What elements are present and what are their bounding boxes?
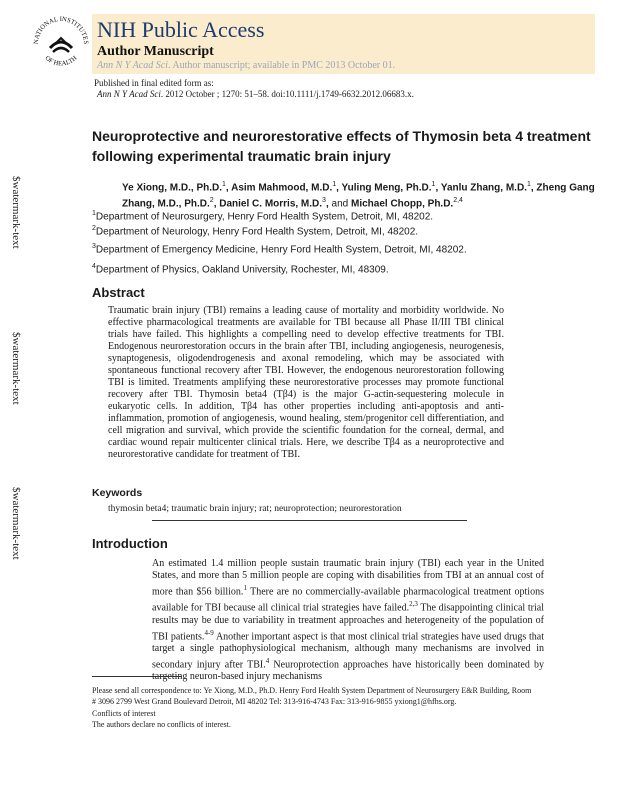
- keywords-list: thymosin beta4; traumatic brain injury; rat; neuroprotection; neurorestoration: [108, 504, 402, 514]
- nih-public-access-title: NIH Public Access: [97, 17, 265, 42]
- author-name: Michael Chopp, Ph.D.: [350, 198, 454, 210]
- abstract-body: Traumatic brain injury (TBI) remains a leading cause of mortality and morbidity worldwide. No effective pharmacological treatments are available for TBI because all Phase II/III TBI clinical trials have failed. This highlights a compelling need to develop effective treatments for TBI. Endogenous neurorestoration occurs in the brain after TBI, including angiogenesis, neurogenesis, synaptogenesis, oligodendrogenesis and axonal remodeling, which may be associated with spontaneous functional recovery after TBI. However, the endogenous neurorestoration following TBI is limited. Treatments amplifying these neurorestorative processes may promote functional recovery after TBI. Thymosin beta4 (Tβ4) is the major G-actin-sequestering molecule in eukaryotic cells. In addition, Tβ4 has other properties including anti-apoptosis and anti-inflammation, promotion of angiogenesis, wound healing, stem/progenitor cell differentiation, and cell migration and survival, which provide the scientific foundation for the corneal, dermal, and cardiac wound repair multicenter clinical trials. Here, we describe Tβ4 as a neuroprotective and neurorestorative candidate for treatment of TBI.: [108, 305, 504, 460]
- correspondence-note: Please send all correspondence to: Ye Xiong, M.D., Ph.D. Henry Ford Health System Department of Neurosurgery E&R Building, Room # 3096 2799 West Grand Boulevard Detroit, MI 48202 Tel: 313-916-4743 Fax: 313-916-9855 yxiong1@hfhs.org.: [92, 686, 532, 706]
- pub-journal: Ann N Y Acad Sci: [97, 89, 161, 99]
- svg-text:NATIONAL INSTITUTES: NATIONAL INSTITUTES: [32, 15, 90, 45]
- introduction-heading: Introduction: [92, 536, 168, 551]
- nih-seal-icon: [30, 14, 92, 74]
- introduction-body: An estimated 1.4 million people sustain traumatic brain injury (TBI) each year in the United States, and more than 5 million people are coping with disabilities from TBI at an annual cost of more than $56 billion.$^1$ There are no commercially-available pharmacological treatment options available for TBI because all clinical trial strategies have failed.$^{2,3}$ The disappointing clinical trial results may be due to variability in treatment approaches and heterogeneity of the population of TBI patients.$^{4-9}$ Another important aspect is that most clinical trial strategies have used drugs that target a single pathophysiological mechanism, although many mechanisms are involved in secondary injury after TBI.$^4$ Neuroprotection approaches have historically been dominated by targeting neuron-based injury mechanisms: [152, 558, 544, 683]
- watermark-3: $watermark-text: [10, 487, 22, 560]
- author-list: Ye Xiong, M.D., Ph.D.$^1$, Asim Mahmood, M.D.$^1$, Yuling Meng, Ph.D.$^1$, Yanlu Zhang, M.D.$^1$, Zheng Gang Zhang, M.D., Ph.D.$^2$, Daniel C. Morris, M.D.$^3$, and Michael Chopp, Ph.D.$^{2,4}$: [122, 181, 595, 210]
- header-availability: Ann N Y Acad Sci. Author manuscript; available in PMC 2013 October 01.: [97, 60, 396, 71]
- author-name: Zheng Gang Zhang, M.D., Ph.D.: [122, 182, 595, 210]
- pub-citation: . 2012 October ; 1270: 51–58. doi:10.1111/j.1749-6632.2012.06683.x.: [160, 89, 414, 99]
- article-title: Neuroprotective and neurorestorative effects of Thymosin beta 4 treatment following experimental traumatic brain injury: [92, 128, 591, 164]
- published-in: Published in final edited form as: Ann N Y Acad Sci. 2012 October ; 1270: 51–58. doi:10.1111/j.1749-6632.2012.06683.x.: [94, 78, 414, 99]
- author-name: Yuling Meng, Ph.D.: [341, 182, 432, 194]
- author-name: Ye Xiong, M.D., Ph.D.: [122, 182, 223, 194]
- footnote-divider: [92, 676, 182, 677]
- author-name: Daniel C. Morris, M.D.: [219, 198, 323, 210]
- svg-text:OF HEALTH: OF HEALTH: [43, 54, 79, 68]
- affiliation: $^1$Department of Neurosurgery, Henry Ford Health System, Detroit, MI, 48202.: [92, 210, 434, 223]
- author-name: Yanlu Zhang, M.D.: [440, 182, 527, 194]
- nih-header: [30, 14, 595, 74]
- abstract-heading: Abstract: [92, 285, 145, 300]
- keywords-heading: Keywords: [92, 487, 143, 499]
- conflicts-note: The authors declare no conflicts of interest.: [92, 719, 231, 729]
- author-manuscript-label: Author Manuscript: [97, 44, 214, 59]
- footnotes: [92, 686, 532, 730]
- affiliation: $^3$Department of Emergency Medicine, Henry Ford Health System, Detroit, MI, 48202.: [92, 243, 467, 256]
- conflicts-heading: Conflicts of interest: [92, 709, 156, 718]
- watermark-1: $watermark-text: [10, 176, 22, 249]
- author-name: Asim Mahmood, M.D.: [231, 182, 333, 194]
- affiliation: $^2$Department of Neurology, Henry Ford Health System, Detroit, MI, 48202.: [92, 225, 419, 238]
- keywords-divider: [152, 520, 467, 521]
- affiliation: $^4$Department of Physics, Oakland University, Rochester, MI, 48309.: [92, 263, 389, 276]
- watermark-2: $watermark-text: [10, 332, 22, 405]
